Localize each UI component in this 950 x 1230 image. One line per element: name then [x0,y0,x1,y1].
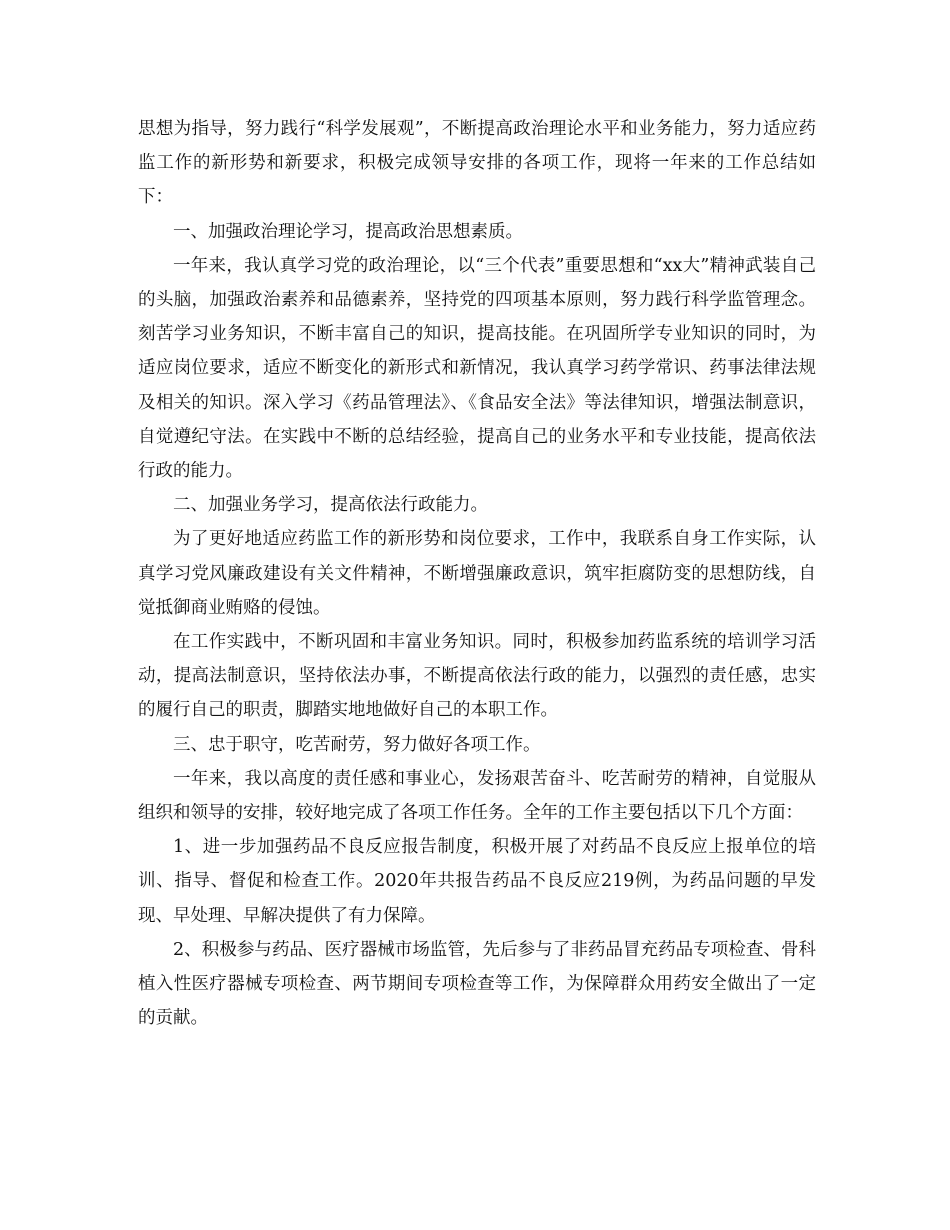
paragraph-practice: 在工作实践中，不断巩固和丰富业务知识。同时，积极参加药监系统的培训学习活动，提高法制意识，坚持依法办事，不断提高依法行政的能力，以强烈的责任感，忠实的履行自己的职责，脚踏实地地做好自己的本职工作。 [138,632,816,721]
list-item-market-supervision: 2、积极参与药品、医疗器械市场监管，先后参与了非药品冒充药品专项检查、骨科植入性医疗器械专项检查、两节期间专项检查等工作，为保障群众用药安全做出了一定的贡献。 [138,939,816,1029]
section-heading-1: 一、加强政治理论学习，提高政治思想素质。 [173,221,523,242]
section-heading-3: 三、忠于职守，吃苦耐劳，努力做好各项工作。 [173,734,541,755]
section-heading-2: 二、加强业务学习，提高依法行政能力。 [173,495,488,516]
paragraph-political-study: 一年来，我认真学习党的政治理论，以“三个代表”重要思想和“xx大”精神武装自己的头脑，加强政治素养和品德素养，坚持党的四项基本原则，努力践行科学监管理念。刻苦学习业务知识，不断丰富自己的知识，提高技能。在巩固所学专业知识的同时，为适应岗位要求，适应不断变化的新形式和新情况，我认真学习药学常识、药事法律法规及相关的知识。深入学习《药品管理法》、《食品安全法》等法律知识，增强法制意识，自觉遵纪守法。在实践中不断的总结经验，提高自己的业务水平和专业技能，提高依法行政的能力。 [138,255,816,482]
list-item-adverse-reaction: 1、进一步加强药品不良反应报告制度，积极开展了对药品不良反应上报单位的培训、指导、督促和检查工作。2020年共报告药品不良反应219例，为药品问题的早发现、早处理、早解决提供了有力保障。 [138,837,816,926]
paragraph-intro: 思想为指导，努力践行“科学发展观”，不断提高政治理论水平和业务能力，努力适应药监工作的新形势和新要求，积极完成领导安排的各项工作，现将一年来的工作总结如下： [138,119,816,208]
paragraph-integrity: 为了更好地适应药监工作的新形势和岗位要求，工作中，我联系自身工作实际，认真学习党风廉政建设有关文件精神，不断增强廉政意识，筑牢拒腐防变的思想防线，自觉抵御商业贿赂的侵蚀。 [138,529,816,618]
paragraph-work-overview: 一年来，我以高度的责任感和事业心，发扬艰苦奋斗、吃苦耐劳的精神，自觉服从组织和领导的安排，较好地完成了各项工作任务。全年的工作主要包括以下几个方面： [138,768,816,824]
document-page [138,112,816,1035]
